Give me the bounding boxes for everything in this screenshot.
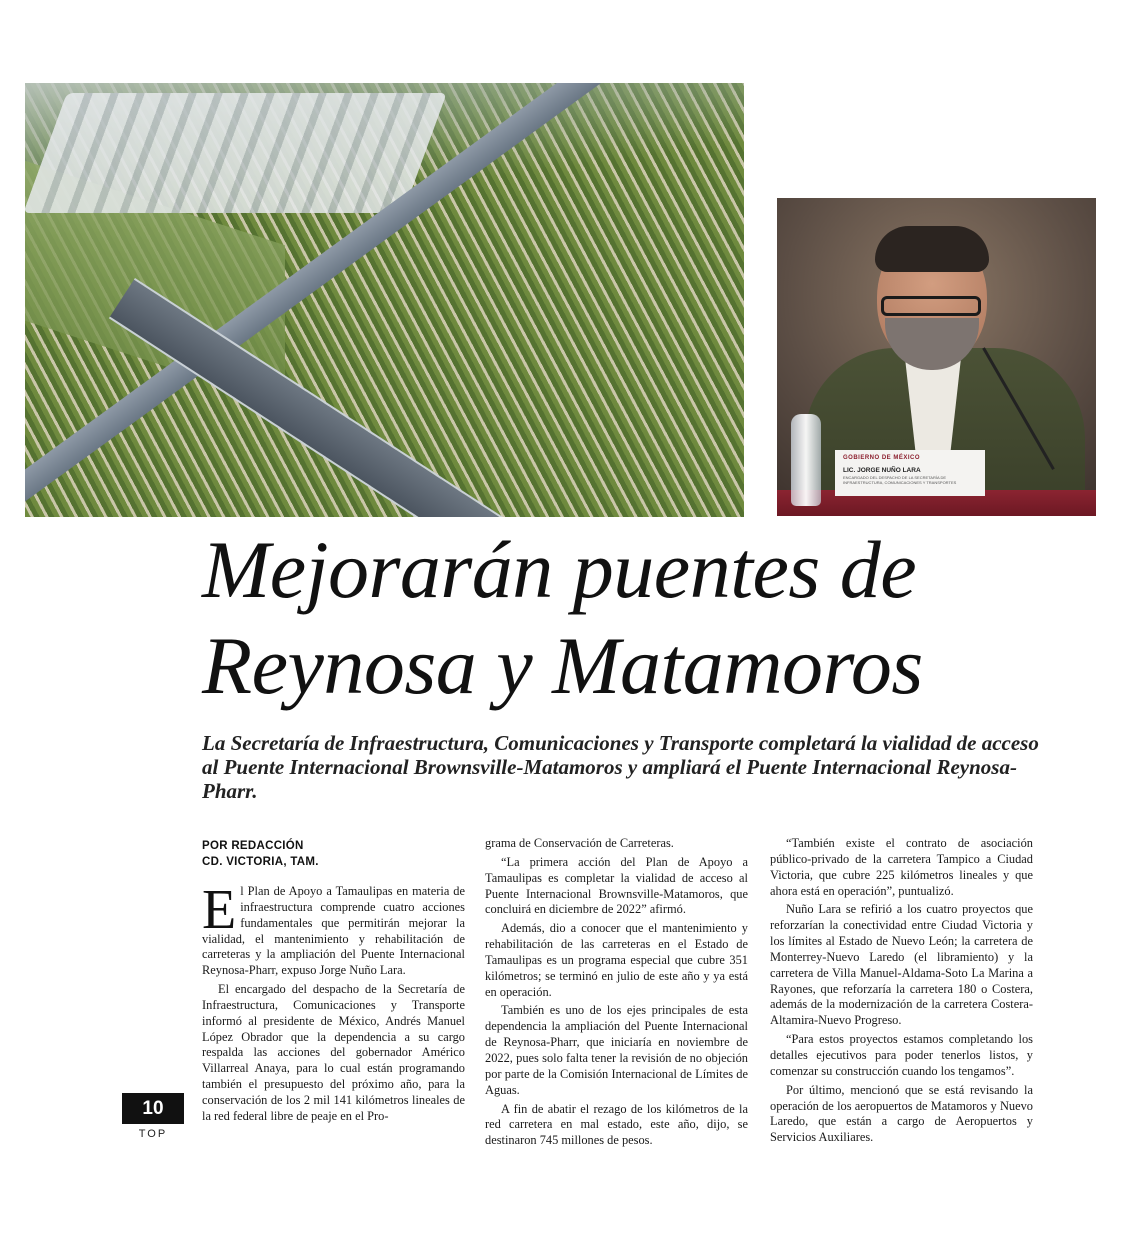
paragraph: Nuño Lara se refirió a los cuatro proyectos que reforzarían la conectividad entre Ciudad Victoria y los límites al Estado de Nuevo León; la carretera de Monterrey-Nuevo Laredo (el libramiento) y la carretera de Villa Manuel-Aldama-Soto La Marina a Rayones, que reforzaría la carretera 180 o Costera, además de la modernización de la carretera Costera-Altamira-Nuevo Progreso.	[770, 902, 1033, 1028]
headline	[202, 522, 1102, 714]
article-column-2	[485, 836, 748, 1152]
nameplate-role: ENCARGADO DEL DESPACHO DE LA SECRETARÍA DE INFRAESTRUCTURA, COMUNICACIONES Y TRANSPORTES	[843, 475, 957, 485]
photo-border-complex	[25, 93, 447, 213]
byline-author: POR REDACCIÓN	[202, 840, 304, 852]
paragraph: “La primera acción del Plan de Apoyo a Tamaulipas es completar la vialidad de acceso al Puente Internacional Brownsville-Matamoros, que concluirá en diciembre de 2022” afirmó.	[485, 854, 748, 917]
nameplate-logo: GOBIERNO DE MÉXICO	[843, 455, 921, 461]
page-number: 10	[122, 1093, 184, 1124]
portrait-photo	[777, 198, 1096, 516]
water-bottle	[791, 414, 821, 506]
paragraph: “También existe el contrato de asociación público-privado de la carretera Tampico a Ciudad Victoria, que cubre 225 kilómetros lineales y que ahora está en operación”, puntualizó.	[770, 836, 1033, 898]
nameplate-name: LIC. JORGE NUÑO LARA	[843, 467, 921, 474]
headline-line-2: Reynosa y Matamoros	[202, 620, 923, 711]
article-column-1	[202, 879, 465, 1128]
paragraph: También es uno de los ejes principales de esta dependencia la ampliación del Puente Internacional de Reynosa-Pharr, que iniciaría en noviembre de 2022, pues solo falta tener la revisión de no objeción por parte de la Comisión Internacional de Límites de Aguas.	[485, 1003, 748, 1097]
paragraph: El Plan de Apoyo a Tamaulipas en materia de infraestructura comprende cuatro acciones fundamentales que permitirán mejorar la vialidad, el mantenimiento y rehabilitación de carreteras y la ampliación del Puente Internacional Reynosa-Pharr, expuso Jorge Nuño Lara.	[202, 879, 465, 978]
paragraph: “Para estos proyectos estamos completando los detalles ejecutivos para poder tenerlos listos, y comenzar su construcción cuando los tengamos”.	[770, 1032, 1033, 1078]
paragraph: El encargado del despacho de la Secretaría de Infraestructura, Comunicaciones y Transporte informó al presidente de México, Andrés Manuel López Obrador que la dependencia a su cargo respalda las acciones del gobernador Américo Villarreal Anaya, para lo cual están programando también el presupuesto del próximo año, para la conservación de los 2 mil 141 kilómetros lineales de la red federal libre de peaje en el Pro-	[202, 982, 465, 1123]
byline	[202, 838, 472, 870]
paragraph: Por último, mencionó que se está revisando la operación de los aeropuertos de Matamoros y Nuevo Laredo, que están a cargo de Aeropuertos y Servicios Auxiliares.	[770, 1082, 1033, 1145]
nameplate	[835, 450, 985, 496]
headline-line-1: Mejorarán puentes de	[202, 524, 917, 615]
paragraph: Además, dio a conocer que el mantenimiento y rehabilitación de las carreteras en el Estado de Tamaulipas es un programa especial que cubre 351 kilómetros; se terminó en julio de este año y ya está en operación.	[485, 921, 748, 999]
standfirst: La Secretaría de Infraestructura, Comunicaciones y Transporte completará la vialidad de acceso al Puente Internacional Brownsville-Matamoros y ampliará el Puente Internacional Reynosa-Pharr.	[202, 731, 1039, 803]
portrait-hair	[875, 226, 989, 272]
byline-location: CD. VICTORIA, TAM.	[202, 856, 319, 868]
portrait-glasses	[881, 296, 981, 316]
main-aerial-photo	[25, 83, 744, 517]
dropcap: E	[202, 879, 237, 941]
paragraph: A fin de abatir el rezago de los kilómetros de la red carretera en mal estado, este año, dijo, se destinaron 745 millones de pesos.	[485, 1101, 748, 1148]
article-column-3	[770, 836, 1033, 1149]
page-section-label: TOP	[138, 1128, 168, 1140]
paragraph: grama de Conservación de Carreteras.	[485, 836, 674, 850]
